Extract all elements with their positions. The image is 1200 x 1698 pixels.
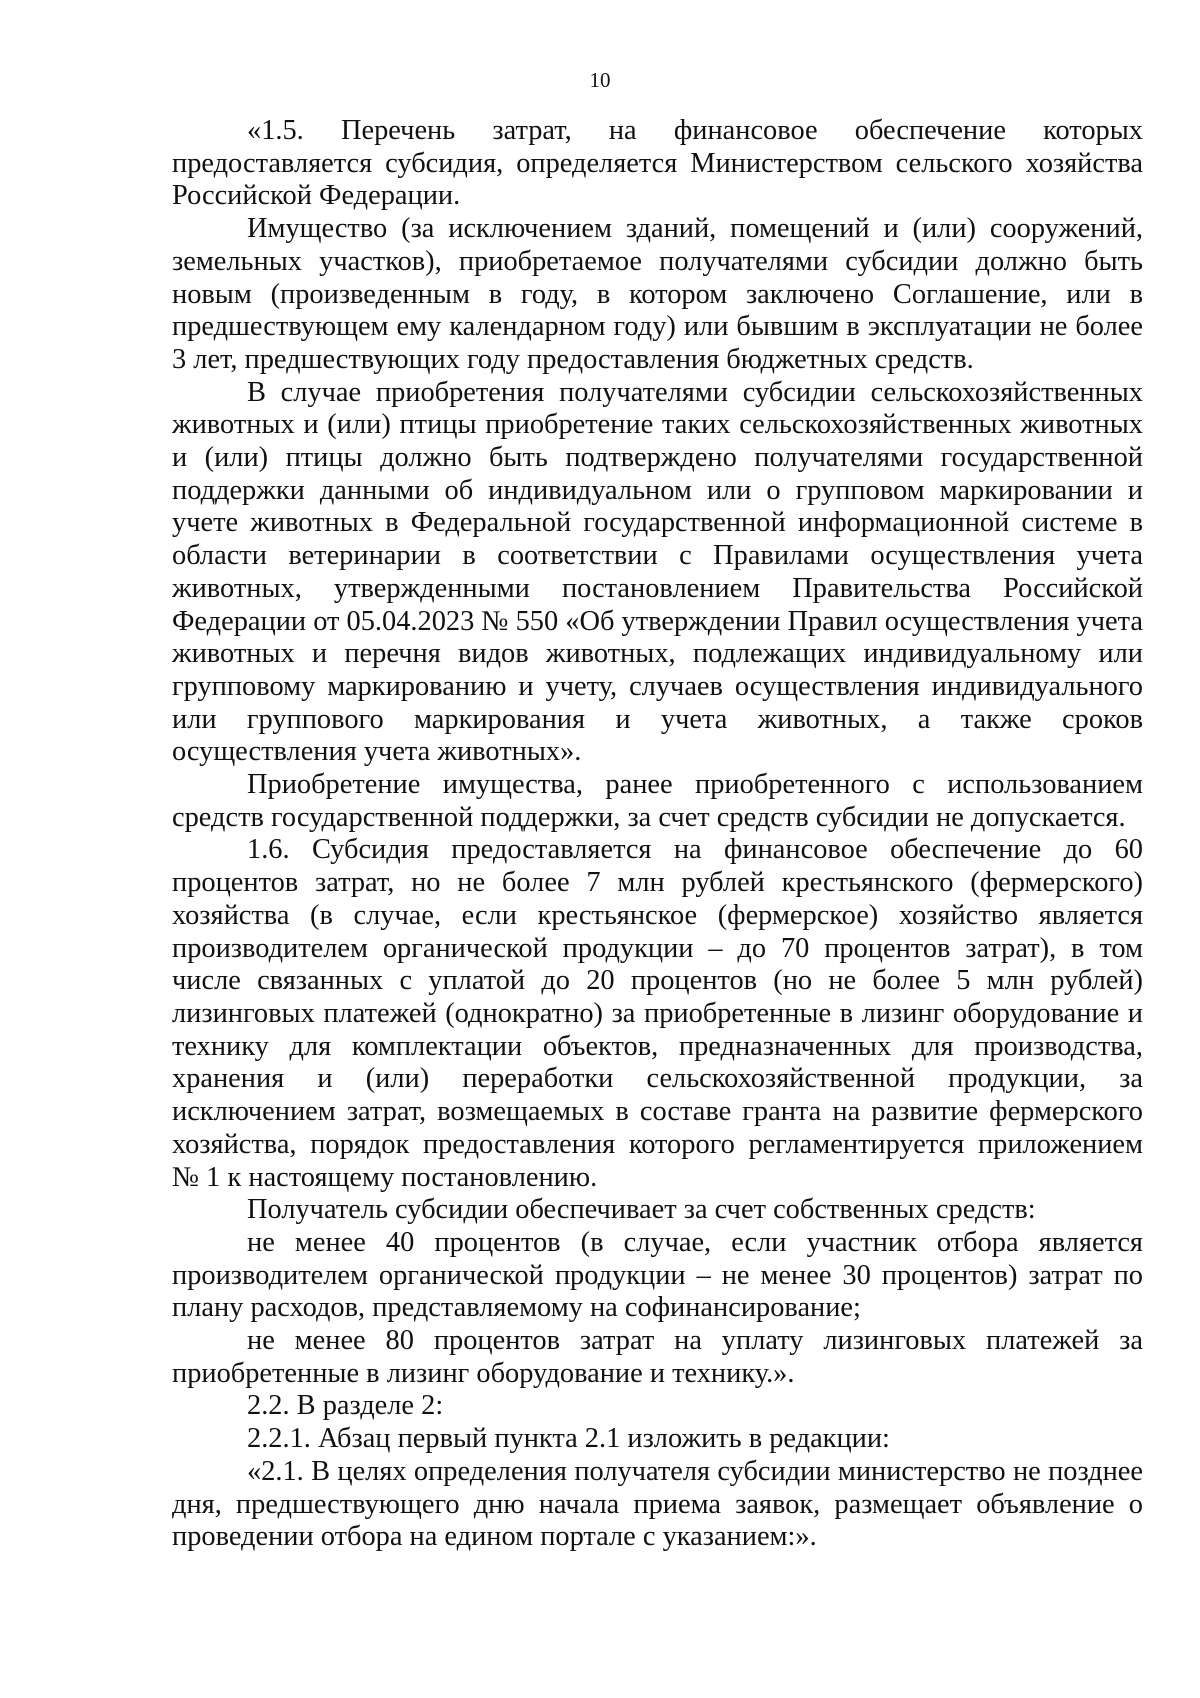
- paragraph-property-requirements: Имущество (за исключением зданий, помещений и (или) сооружений, земельных участков), приобретаемое получателями субсидии должно быть новым (произведенным в году, в котором заключено Соглашение, или в предшествующем ему календарном году) или бывшим в эксплуатации не более 3 лет, предшествующих году предоставления бюджетных средств.: [172, 213, 1143, 375]
- paragraph-1-5-cost-list: «1.5. Перечень затрат, на финансовое обеспечение которых предоставляется субсидия, определяется Министерством сельского хозяйства Российской Федерации.: [172, 115, 1143, 212]
- page-number: 10: [589, 68, 611, 92]
- paragraph-2-1-selection: «2.1. В целях определения получателя субсидии министерство не позднее дня, предшествующего дню начала приема заявок, размещает объявление о проведении отбора на едином портале с указанием:».: [172, 1455, 1143, 1553]
- document-body: [172, 115, 1143, 1554]
- paragraph-state-support-exclusion: Приобретение имущества, ранее приобретенного с использованием средств государственной поддержки, за счет средств субсидии не допускается.: [172, 769, 1143, 833]
- paragraph-1-6-subsidy: 1.6. Субсидия предоставляется на финансовое обеспечение до 60 процентов затрат, но не более 7 млн рублей крестьянского (фермерского) хозяйства (в случае, если крестьянское (фермерское) хозяйство является производителем органической продукции – до 70 процентов затрат), в том числе связанных с уплатой до 20 процентов (но не более 5 млн рублей) лизинговых платежей (однократно) за приобретенные в лизинг оборудование и технику для комплектации объектов, предназначенных для производства, хранения и (или) переработки сельскохозяйственной продукции, за исключением затрат, возмещаемых в составе гранта на развитие фермерского хозяйства, порядок предоставления которого регламентируется приложением № 1 к настоящему постановлению.: [172, 834, 1143, 1193]
- paragraph-own-funds-40-percent: не менее 40 процентов (в случае, если участник отбора является производителем органической продукции – не менее 30 процентов) затрат по плану расходов, представляемому на софинансирование;: [172, 1226, 1143, 1324]
- paragraph-own-funds-intro: Получатель субсидии обеспечивает за счет собственных средств:: [247, 1194, 1036, 1226]
- paragraph-own-funds-80-percent: не менее 80 процентов затрат на уплату лизинговых платежей за приобретенные в лизинг оборудование и технику.».: [172, 1325, 1143, 1389]
- paragraph-2-2-1-amendment: 2.2.1. Абзац первый пункта 2.1 изложить в редакции:: [247, 1423, 890, 1455]
- paragraph-2-2-section: 2.2. В разделе 2:: [247, 1390, 444, 1422]
- paragraph-animals-purchase: В случае приобретения получателями субсидии сельскохозяйственных животных и (или) птицы приобретение таких сельскохозяйственных животных и (или) птицы должно быть подтверждено получателями государственной поддержки данными об индивидуальном или о групповом маркировании и учете животных в Федеральной государственной информационной системе в области ветеринарии в соответствии с Правилами осуществления учета животных, утвержденными постановлением Правительства Российской Федерации от 05.04.2023 № 550 «Об утверждении Правил осуществления учета животных и перечня видов животных, подлежащих индивидуальному или групповому маркированию и учету, случаев осуществления индивидуального или группового маркирования и учета животных, а также сроков осуществления учета животных».: [172, 376, 1143, 768]
